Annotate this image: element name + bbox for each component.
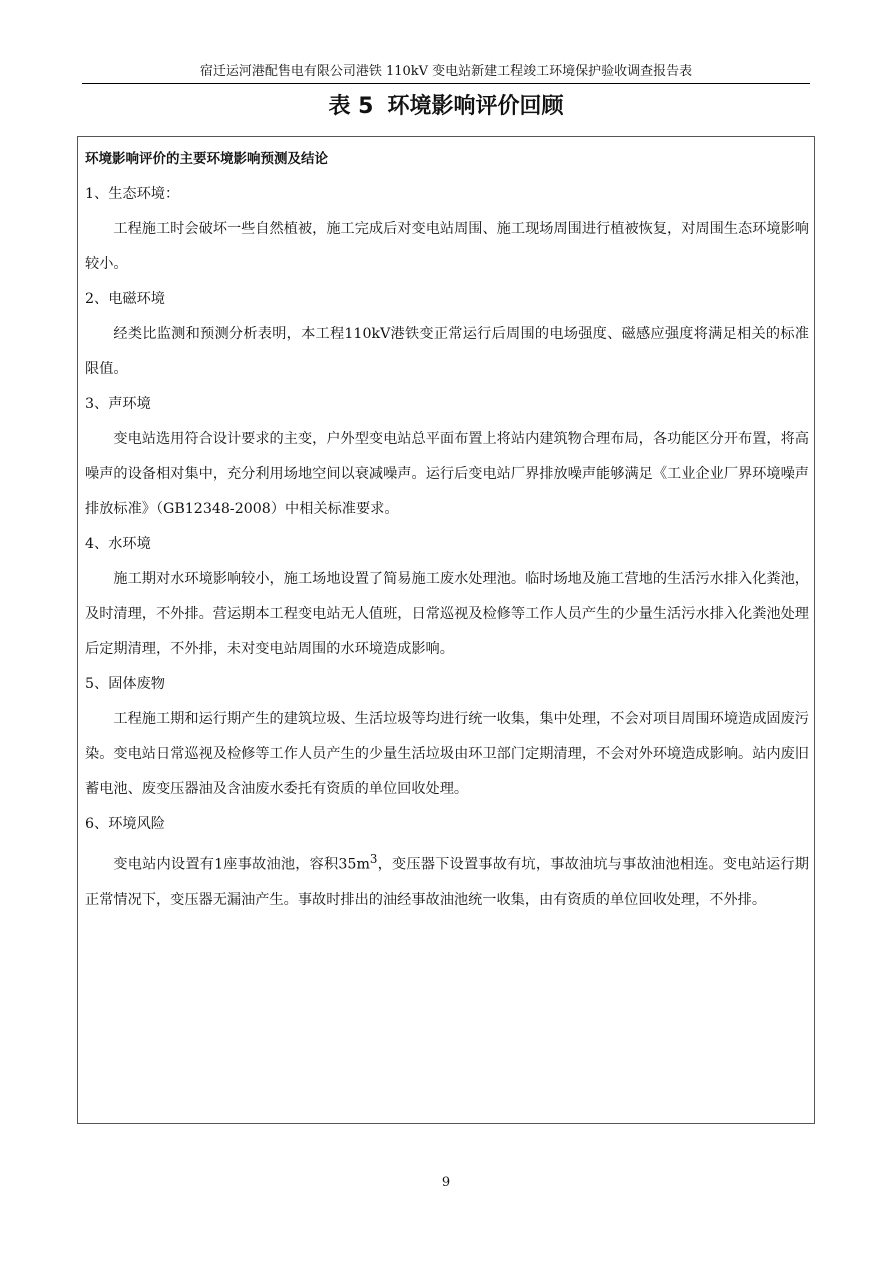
item-heading-water: 4、水环境: [85, 536, 151, 552]
risk-superscript: 3: [369, 852, 378, 866]
table-title: [0, 92, 892, 122]
risk-text-before: 变电站内设置有1座事故油池，容积35m: [113, 856, 370, 873]
item-text-electromagnetic: 经类比监测和预测分析表明，本工程110kV港铁变正常运行后周围的电场强度、磁感应强度将满足相关的标准限值。: [85, 326, 809, 377]
item-heading-acoustic: 3、声环境: [85, 396, 151, 412]
item-text-acoustic: 变电站选用符合设计要求的主变，户外型变电站总平面布置上将站内建筑物合理布局，各功能区分开布置，将高噪声的设备相对集中，充分利用场地空间以衰减噪声。运行后变电站厂界排放噪声能够满足《工业企业厂界环境噪声排放标准》（GB12348-2008）中相关标准要求。: [85, 431, 809, 517]
section-heading: 环境影响评价的主要环境影响预测及结论: [85, 151, 328, 167]
running-header: 宿迁运河港配售电有限公司港铁 110kV 变电站新建工程竣工环境保护验收调查报告表: [199, 64, 693, 79]
header-rule: [82, 83, 810, 84]
item-heading-electromagnetic: 2、电磁环境: [85, 291, 165, 307]
table-content: [85, 142, 809, 918]
item-heading-ecology: 1、生态环境：: [85, 186, 180, 202]
item-text-solid-waste: 工程施工期和运行期产生的建筑垃圾、生活垃圾等均进行统一收集，集中处理，不会对项目周围环境造成固废污染。变电站日常巡视及检修等工作人员产生的少量生活垃圾由环卫部门定期清理，不会对外环境造成影响。站内废旧蓄电池、废变压器油及含油废水委托有资质的单位回收处理。: [85, 711, 809, 797]
item-text-water: 施工期对水环境影响较小，施工场地设置了简易施工废水处理池。临时场地及施工营地的生活污水排入化粪池，及时清理，不外排。营运期本工程变电站无人值班，日常巡视及检修等工作人员产生的少量生活污水排入化粪池处理后定期清理，不外排，未对变电站周围的水环境造成影响。: [85, 571, 809, 657]
risk-text-after: ，变压器下设置事故有坑，事故油坑与事故油池相连。变电站运行期正常情况下，变压器无漏油产生。事故时排出的油经事故油池统一收集，由有资质的单位回收处理，不外排。: [85, 856, 809, 908]
item-heading-solid-waste: 5、固体废物: [85, 676, 165, 692]
item-text-risk: [85, 842, 809, 918]
table-title-text: 环境影响评价回顾: [387, 94, 564, 119]
table-number: 表 5: [328, 94, 374, 119]
page-number: 9: [441, 1175, 451, 1190]
item-text-ecology: 工程施工时会破坏一些自然植被，施工完成后对变电站周围、施工现场周围进行植被恢复，对周围生态环境影响较小。: [85, 221, 809, 272]
item-heading-risk: 6、环境风险: [85, 816, 165, 832]
